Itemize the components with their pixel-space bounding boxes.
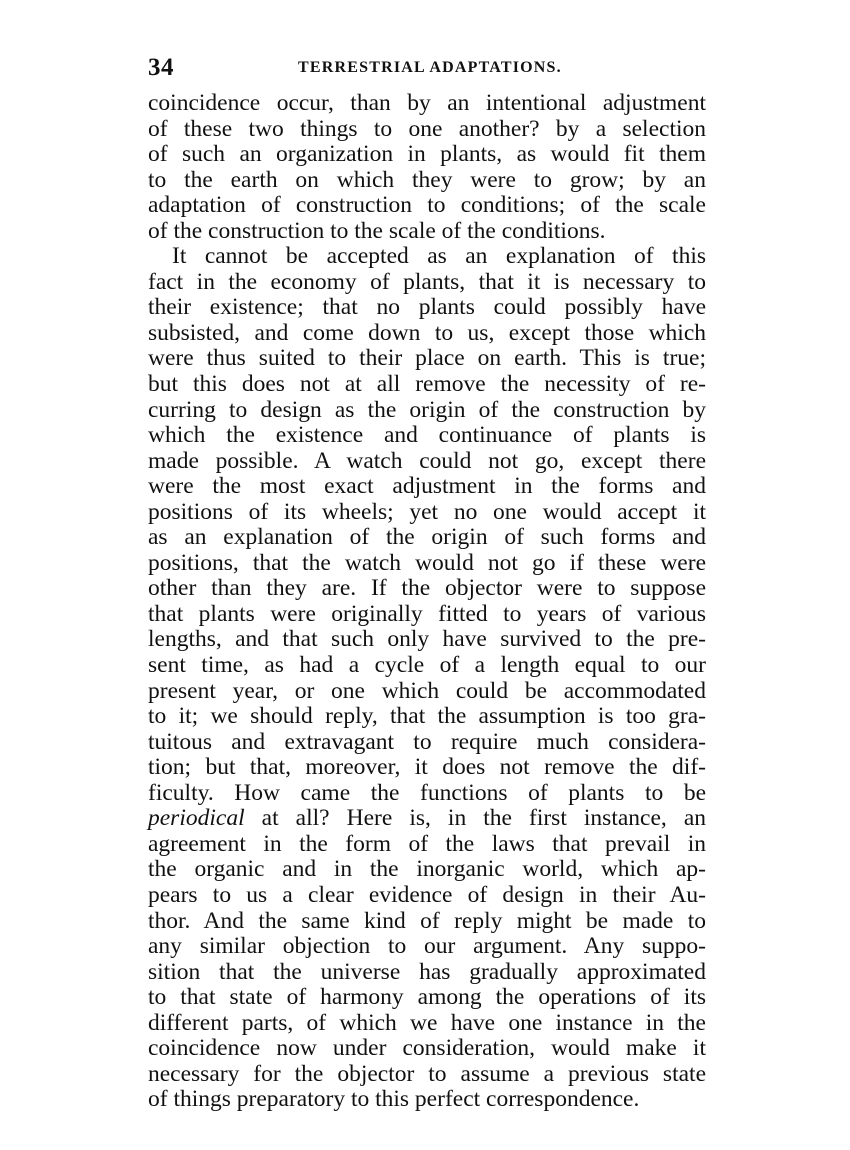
text-line: present year, or one which could be accommodated bbox=[148, 677, 706, 704]
text-line: tion; but that, moreover, it does not remove the dif- bbox=[148, 754, 706, 781]
text-line: their existence; that no plants could possibly have bbox=[148, 294, 706, 321]
text-line: to that state of harmony among the operations of its bbox=[148, 984, 706, 1011]
text-line: any similar objection to our argument. Any suppo- bbox=[148, 933, 706, 960]
running-head bbox=[148, 54, 708, 84]
text-line: were the most exact adjustment in the forms and bbox=[148, 473, 706, 500]
text-line: thor. And the same kind of reply might be made to bbox=[148, 907, 706, 934]
text-line: coincidence now under consideration, would make it bbox=[148, 1035, 706, 1062]
running-title: TERRESTRIAL ADAPTATIONS. bbox=[298, 59, 562, 76]
body-text bbox=[148, 91, 706, 1113]
text-line: coincidence occur, than by an intentional adjustment bbox=[148, 90, 706, 116]
text-line: subsisted, and come down to us, except those which bbox=[148, 319, 706, 346]
text-line: adaptation of construction to conditions; of the scale bbox=[148, 192, 706, 219]
text-line: to the earth on which they were to grow; by an bbox=[148, 166, 706, 193]
text-line: pears to us a clear evidence of design in their Au- bbox=[148, 881, 706, 908]
text-line: ficulty. How came the functions of plants to be bbox=[148, 779, 706, 806]
text-line: tuitous and extravagant to require much considera- bbox=[148, 728, 706, 755]
text-line: which the existence and continuance of plants is bbox=[148, 422, 706, 449]
text-line: different parts, of which we have one instance in the bbox=[148, 1009, 706, 1036]
text-line: positions, that the watch would not go if these were bbox=[148, 549, 706, 576]
text-line: sition that the universe has gradually approximated bbox=[148, 958, 706, 985]
text-line: lengths, and that such only have survived to the pre- bbox=[148, 626, 706, 653]
text-line: the organic and in the inorganic world, which ap- bbox=[148, 856, 706, 883]
text-line: curring to design as the origin of the construction by bbox=[148, 396, 706, 423]
text-line: were thus suited to their place on earth. This is true; bbox=[148, 345, 706, 372]
text-line-rest: at all? Here is, in the first instance, an bbox=[261, 805, 706, 832]
text-line: fact in the economy of plants, that it is necessary to bbox=[148, 268, 706, 295]
text-line: of things preparatory to this perfect correspondence. bbox=[148, 1086, 640, 1113]
text-line: other than they are. If the objector were to suppose bbox=[148, 575, 706, 602]
text-line: sent time, as had a cycle of a length equal to our bbox=[148, 652, 706, 679]
page-number: 34 bbox=[148, 54, 174, 81]
paragraph-start-line: It cannot be accepted as an explanation of this bbox=[172, 243, 706, 270]
text-line-with-italic bbox=[148, 806, 706, 832]
text-line: agreement in the form of the laws that prevail in bbox=[148, 830, 706, 857]
text-line: made possible. A watch could not go, except there bbox=[148, 447, 706, 474]
text-line: of these two things to one another? by a selection bbox=[148, 115, 706, 142]
text-line: necessary for the objector to assume a previous state bbox=[148, 1060, 706, 1087]
text-line: that plants were originally fitted to years of various bbox=[148, 600, 706, 627]
text-line: of such an organization in plants, as would fit them bbox=[148, 141, 706, 168]
text-line: positions of its wheels; yet no one would accept it bbox=[148, 498, 706, 525]
text-line: but this does not at all remove the necessity of re- bbox=[148, 371, 706, 398]
text-line: to it; we should reply, that the assumption is too gra- bbox=[148, 703, 706, 730]
text-line: of the construction to the scale of the conditions. bbox=[148, 217, 606, 244]
italic-word: periodical bbox=[148, 805, 245, 832]
text-line: as an explanation of the origin of such forms and bbox=[148, 524, 706, 551]
